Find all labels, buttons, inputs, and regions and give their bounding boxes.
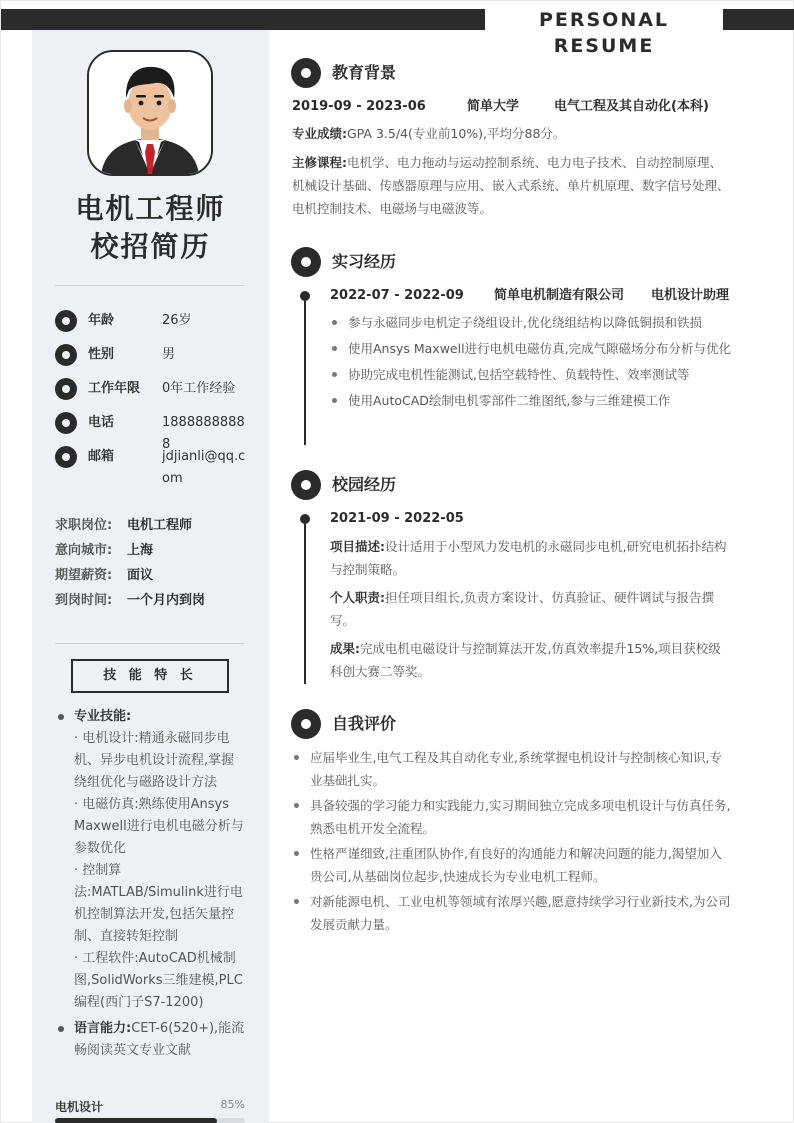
job-value: 面议 xyxy=(127,568,154,583)
bullet-ring-icon xyxy=(55,446,77,468)
list-item: 协助完成电机性能测试,包括空载特性、负载特性、效率测试等 xyxy=(330,363,734,386)
campus-result-text: 完成电机电磁设计与控制算法开发,仿真效率提升15%,项目获校级科创大赛二等奖。 xyxy=(330,641,721,679)
job-value: 上海 xyxy=(127,543,154,558)
bullet-ring-icon xyxy=(55,378,77,400)
info-label: 性别 xyxy=(88,347,115,362)
section-title: 实习经历 xyxy=(332,252,397,271)
timeline-line xyxy=(304,516,306,684)
education-major: 电气工程及其自动化(本科) xyxy=(554,99,709,114)
skill-sub-item: · 控制算法:MATLAB/Simulink进行电机控制算法开发,包括矢量控制、直接转矩控制 xyxy=(74,863,243,944)
skill-bar-label xyxy=(55,1098,245,1115)
list-item: 性格严谨细致,注重团队协作,有良好的沟通能力和解决问题的能力,渴望加入贵公司,从基础岗位起步,快速成长为专业电机工程师。 xyxy=(292,842,732,888)
list-item: 使用Ansys Maxwell进行电机电磁仿真,完成气隙磁场分布分析与优化 xyxy=(330,337,734,360)
skill-item-professional xyxy=(56,706,246,1014)
job-row-city xyxy=(55,541,153,561)
info-label: 邮箱 xyxy=(88,449,115,464)
campus-desc-label: 项目描述: xyxy=(330,539,385,554)
bullet-ring-icon xyxy=(55,412,77,434)
info-value: jdjianli@qq.com xyxy=(162,449,246,486)
sidebar-divider xyxy=(55,643,244,644)
info-value: 26岁 xyxy=(162,313,192,328)
header-bar-right xyxy=(723,9,794,30)
skill-head: 专业技能: xyxy=(74,709,132,724)
resume-heading xyxy=(32,190,269,266)
gpa-label: 专业成绩: xyxy=(292,126,347,141)
list-item: 使用AutoCAD绘制电机零部件二维图纸,参与三维建模工作 xyxy=(330,389,734,412)
list-item: 应届毕业生,电气工程及其自动化专业,系统掌握电机设计与控制核心知识,专业基础扎实。 xyxy=(292,746,732,792)
skill-bar-track xyxy=(55,1118,245,1123)
bullet-ring-icon xyxy=(55,310,77,332)
info-label: 电话 xyxy=(88,415,115,430)
internship-list xyxy=(330,311,734,415)
section-title: 教育背景 xyxy=(332,63,397,82)
job-value: 一个月内到岗 xyxy=(127,593,206,608)
skill-item-language xyxy=(56,1018,246,1062)
courses-label: 主修课程: xyxy=(292,155,347,170)
skill-sub-item: · 电机设计:精通永磁同步电机、异步电机设计流程,掌握绕组优化与磁路设计方法 xyxy=(74,731,235,790)
list-item: 具备较强的学习能力和实践能力,实习期间独立完成多项电机设计与仿真任务,熟悉电机开发全流程。 xyxy=(292,794,732,840)
education-period: 2019-09 - 2023-06 xyxy=(292,99,426,114)
list-item: 对新能源电机、工业电机等领域有浓厚兴趣,愿意持续学习行业新技术,为公司发展贡献力量。 xyxy=(292,890,732,936)
campus-period: 2021-09 - 2022-05 xyxy=(330,511,464,526)
skill-bar-fill xyxy=(55,1118,217,1123)
education-gpa xyxy=(292,122,730,145)
education-school: 简单大学 xyxy=(467,99,520,114)
job-label: 意向城市: xyxy=(55,543,113,558)
timeline-line xyxy=(304,293,306,445)
page-title: PERSONAL RESUME xyxy=(538,9,670,57)
skill-bar-name: 电机设计 xyxy=(55,1100,104,1114)
education-courses xyxy=(292,151,730,220)
section-ring-icon xyxy=(291,470,321,500)
skill-language-text: CET-6(520+),能流畅阅读英文专业文献 xyxy=(74,1021,245,1058)
timeline-dot xyxy=(300,291,310,301)
skill-bar-percent: 85% xyxy=(220,1098,245,1111)
job-label: 求职岗位: xyxy=(55,518,113,533)
bullet-ring-icon xyxy=(55,344,77,366)
campus-details xyxy=(330,535,732,688)
info-value: 男 xyxy=(162,347,176,362)
job-row-salary xyxy=(55,566,153,586)
skill-sub-item: · 工程软件:AutoCAD机械制图,SolidWorks三维建模,PLC编程(西门子S7-1200) xyxy=(74,951,243,1010)
job-value: 电机工程师 xyxy=(127,518,193,533)
skill-list xyxy=(56,706,246,1066)
job-row-availability xyxy=(55,591,205,611)
self-evaluation-list xyxy=(292,746,732,938)
sidebar-divider xyxy=(55,285,244,286)
campus-desc xyxy=(330,535,732,581)
job-label: 期望薪资: xyxy=(55,568,113,583)
resume-heading-line2: 校招简历 xyxy=(90,230,211,263)
info-label: 工作年限 xyxy=(88,381,141,396)
sidebar xyxy=(32,30,269,1123)
section-title: 校园经历 xyxy=(332,475,397,494)
campus-result-label: 成果: xyxy=(330,641,360,656)
list-item: 参与永磁同步电机定子绕组设计,优化绕组结构以降低铜损和铁损 xyxy=(330,311,734,334)
courses-text: 电机学、电力拖动与运动控制系统、电力电子技术、自动控制原理、机械设计基础、传感器原理与应用、嵌入式系统、单片机原理、数字信号处理、电机控制技术、电磁场与电磁波等。 xyxy=(292,155,730,216)
job-label: 到岗时间: xyxy=(55,593,113,608)
campus-duty xyxy=(330,586,732,632)
job-row-position xyxy=(55,516,192,536)
avatar xyxy=(87,50,213,176)
info-label: 年龄 xyxy=(88,313,115,328)
internship-company: 简单电机制造有限公司 xyxy=(494,288,625,303)
timeline-dot xyxy=(300,514,310,524)
skill-head: 语言能力: xyxy=(74,1021,132,1036)
skill-sub-item: · 电磁仿真:熟练使用Ansys Maxwell进行电机电磁分析与参数优化 xyxy=(74,797,244,856)
gpa-text: GPA 3.5/4(专业前10%),平均分88分。 xyxy=(347,126,566,141)
campus-duty-text: 担任项目组长,负责方案设计、仿真验证、硬件调试与报告撰写。 xyxy=(330,590,714,628)
internship-period: 2022-07 - 2022-09 xyxy=(330,288,464,303)
section-ring-icon xyxy=(291,709,321,739)
internship-role: 电机设计助理 xyxy=(651,288,730,303)
campus-duty-label: 个人职责: xyxy=(330,590,385,605)
resume-heading-line1: 电机工程师 xyxy=(75,192,226,225)
campus-desc-text: 设计适用于小型风力发电机的永磁同步电机,研究电机拓扑结构与控制策略。 xyxy=(330,539,727,577)
section-title: 自我评价 xyxy=(332,714,397,733)
person-avatar-icon xyxy=(89,52,211,174)
info-value: 0年工作经验 xyxy=(162,381,236,396)
campus-result xyxy=(330,637,732,683)
header-bar-left xyxy=(1,9,485,30)
skills-title: 技 能 特 长 xyxy=(71,659,229,693)
section-ring-icon xyxy=(291,58,321,88)
section-ring-icon xyxy=(291,247,321,277)
info-value: 18888888888 xyxy=(162,415,245,452)
